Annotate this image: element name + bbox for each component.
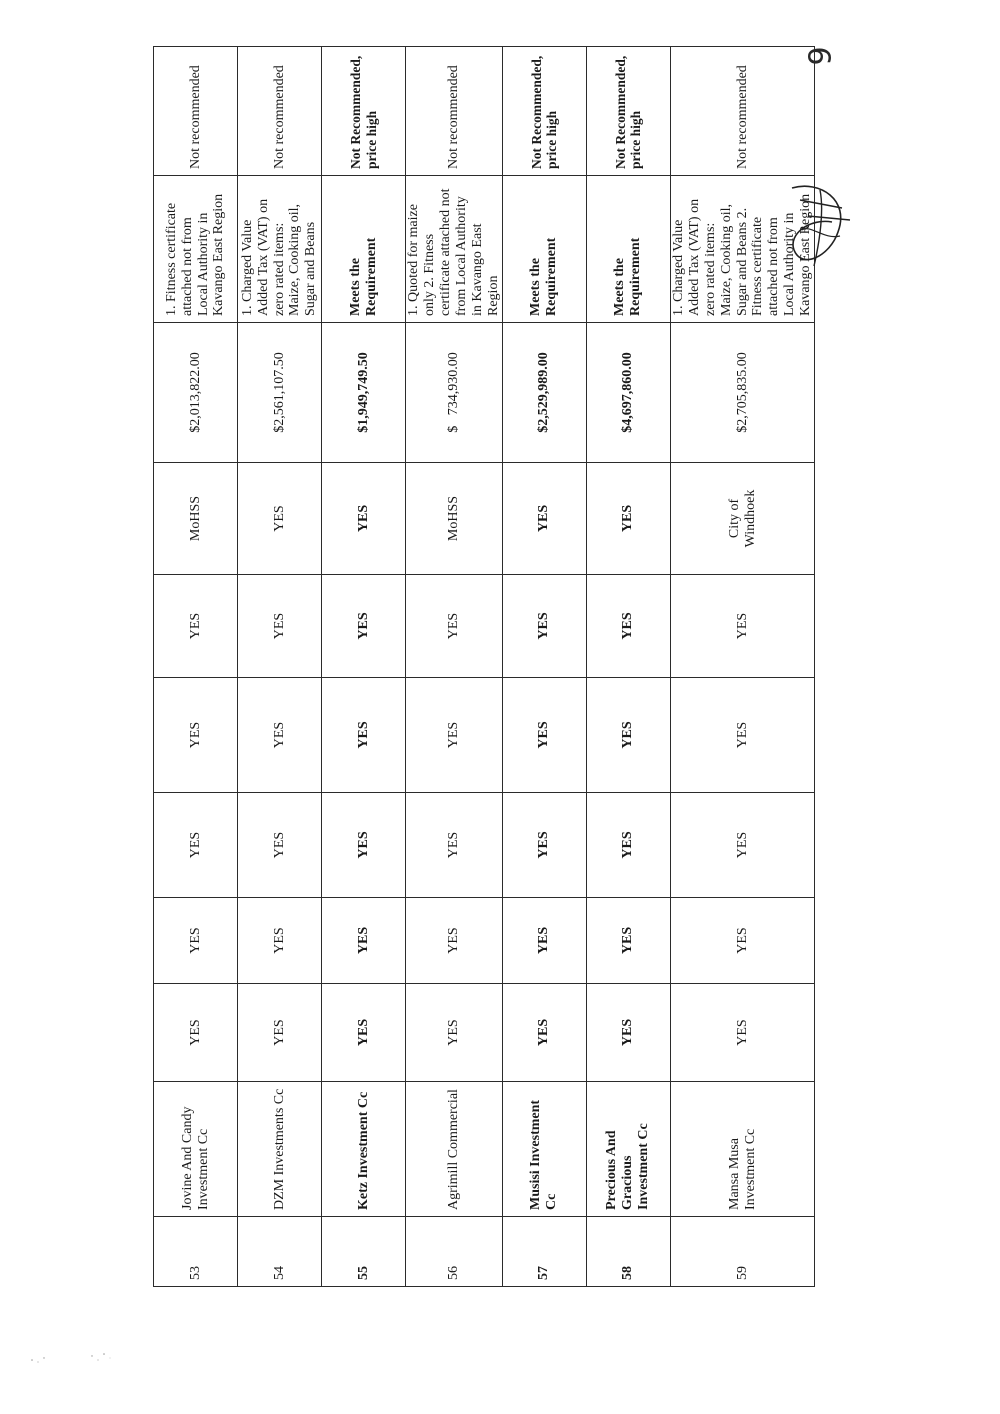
- criterion-cell: YES: [322, 678, 406, 793]
- criterion-cell: YES: [406, 898, 503, 984]
- criterion-cell: YES: [670, 678, 815, 793]
- quoted-price: $ 734,930.00: [406, 323, 503, 463]
- svg-text:9: 9: [803, 46, 839, 66]
- criterion-cell: YES: [238, 793, 322, 898]
- criterion-cell: YES: [238, 678, 322, 793]
- bidder-number: 57: [502, 1217, 586, 1287]
- evaluation-table: [153, 46, 815, 1287]
- evaluation-comments: 1. Charged Value Added Tax (VAT) on zero rated items: Maize, Cooking oil, Sugar and Beans 2. Fitness certificate attached not from Local Authority in Kavango East Region: [670, 176, 815, 323]
- table-row: [154, 47, 238, 1287]
- table-row: [322, 47, 406, 1287]
- criterion-cell: YES: [586, 984, 670, 1082]
- quoted-price: $2,561,107.50: [238, 323, 322, 463]
- bidder-number: 56: [406, 1217, 503, 1287]
- evaluation-comments: 1. Charged Value Added Tax (VAT) on zero rated items: Maize, Cooking oil, Sugar and Beans: [238, 176, 322, 323]
- bidder-number: 55: [322, 1217, 406, 1287]
- criterion-cell: YES: [502, 678, 586, 793]
- table-row: [502, 47, 586, 1287]
- criterion-cell: YES: [406, 575, 503, 678]
- bidder-name: Ketz Investment Cc: [322, 1082, 406, 1217]
- recommendation: Not recommended: [238, 47, 322, 176]
- criterion-cell: YES: [670, 793, 815, 898]
- criterion-cell: YES: [670, 898, 815, 984]
- criterion-cell: YES: [586, 678, 670, 793]
- fitness-certificate-authority: MoHSS: [154, 463, 238, 575]
- evaluation-comments: 1. Fitness certificate attached not from Local Authority in Kavango East Region: [154, 176, 238, 323]
- criterion-cell: YES: [502, 898, 586, 984]
- evaluation-comments: 1. Quoted for maize only 2. Fitness certificate attached not from Local Authority in Kavango East Region: [406, 176, 503, 323]
- bidder-name: Agrimill Commercial: [406, 1082, 503, 1217]
- fitness-certificate-authority: YES: [238, 463, 322, 575]
- quoted-price: $2,705,835.00: [670, 323, 815, 463]
- criterion-cell: YES: [406, 793, 503, 898]
- rotated-table-frame: [153, 47, 814, 1287]
- criterion-cell: YES: [154, 984, 238, 1082]
- fitness-certificate-authority: YES: [502, 463, 586, 575]
- criterion-cell: YES: [322, 898, 406, 984]
- criterion-cell: YES: [322, 793, 406, 898]
- recommendation: Not Recommended, price high: [322, 47, 406, 176]
- criterion-cell: YES: [502, 984, 586, 1082]
- evaluation-comments: Meets the Requirement: [586, 176, 670, 323]
- scan-noise-specks: [20, 1338, 140, 1378]
- criterion-cell: YES: [670, 984, 815, 1082]
- criterion-cell: YES: [154, 898, 238, 984]
- table-row: [586, 47, 670, 1287]
- criterion-cell: YES: [238, 898, 322, 984]
- bidder-name: Jovine And Candy Investment Cc: [154, 1082, 238, 1217]
- criterion-cell: YES: [154, 793, 238, 898]
- criterion-cell: YES: [154, 575, 238, 678]
- evaluation-comments: Meets the Requirement: [502, 176, 586, 323]
- recommendation: Not recommended: [406, 47, 503, 176]
- criterion-cell: YES: [586, 898, 670, 984]
- criterion-cell: YES: [154, 678, 238, 793]
- evaluation-comments: Meets the Requirement: [322, 176, 406, 323]
- bidder-name: Mansa Musa Investment Cc: [670, 1082, 815, 1217]
- quoted-price: $2,013,822.00: [154, 323, 238, 463]
- criterion-cell: YES: [502, 793, 586, 898]
- quoted-price: $1,949,749.50: [322, 323, 406, 463]
- fitness-certificate-authority: City of Windhoek: [670, 463, 815, 575]
- criterion-cell: YES: [406, 984, 503, 1082]
- criterion-cell: YES: [670, 575, 815, 678]
- table-row: [238, 47, 322, 1287]
- recommendation: Not recommended: [670, 47, 815, 176]
- bidder-number: 53: [154, 1217, 238, 1287]
- table-row: [406, 47, 503, 1287]
- bidder-name: Precious And Gracious Investment Cc: [586, 1082, 670, 1217]
- handwritten-page-number: [802, 36, 842, 74]
- recommendation: Not Recommended, price high: [502, 47, 586, 176]
- criterion-cell: YES: [586, 793, 670, 898]
- criterion-cell: YES: [502, 575, 586, 678]
- fitness-certificate-authority: YES: [322, 463, 406, 575]
- criterion-cell: YES: [238, 575, 322, 678]
- quoted-price: $2,529,989.00: [502, 323, 586, 463]
- signature-icon: [780, 170, 860, 280]
- criterion-cell: YES: [586, 575, 670, 678]
- criterion-cell: YES: [322, 984, 406, 1082]
- fitness-certificate-authority: YES: [586, 463, 670, 575]
- bidder-number: 58: [586, 1217, 670, 1287]
- quoted-price: $4,697,860.00: [586, 323, 670, 463]
- fitness-certificate-authority: MoHSS: [406, 463, 503, 575]
- criterion-cell: YES: [406, 678, 503, 793]
- bidder-number: 59: [670, 1217, 815, 1287]
- bidder-name: DZM Investments Cc: [238, 1082, 322, 1217]
- recommendation: Not recommended: [154, 47, 238, 176]
- bidder-name: Musisi Investment Cc: [502, 1082, 586, 1217]
- criterion-cell: YES: [322, 575, 406, 678]
- bidder-number: 54: [238, 1217, 322, 1287]
- recommendation: Not Recommended, price high: [586, 47, 670, 176]
- criterion-cell: YES: [238, 984, 322, 1082]
- evaluation-table-container: [153, 47, 814, 1287]
